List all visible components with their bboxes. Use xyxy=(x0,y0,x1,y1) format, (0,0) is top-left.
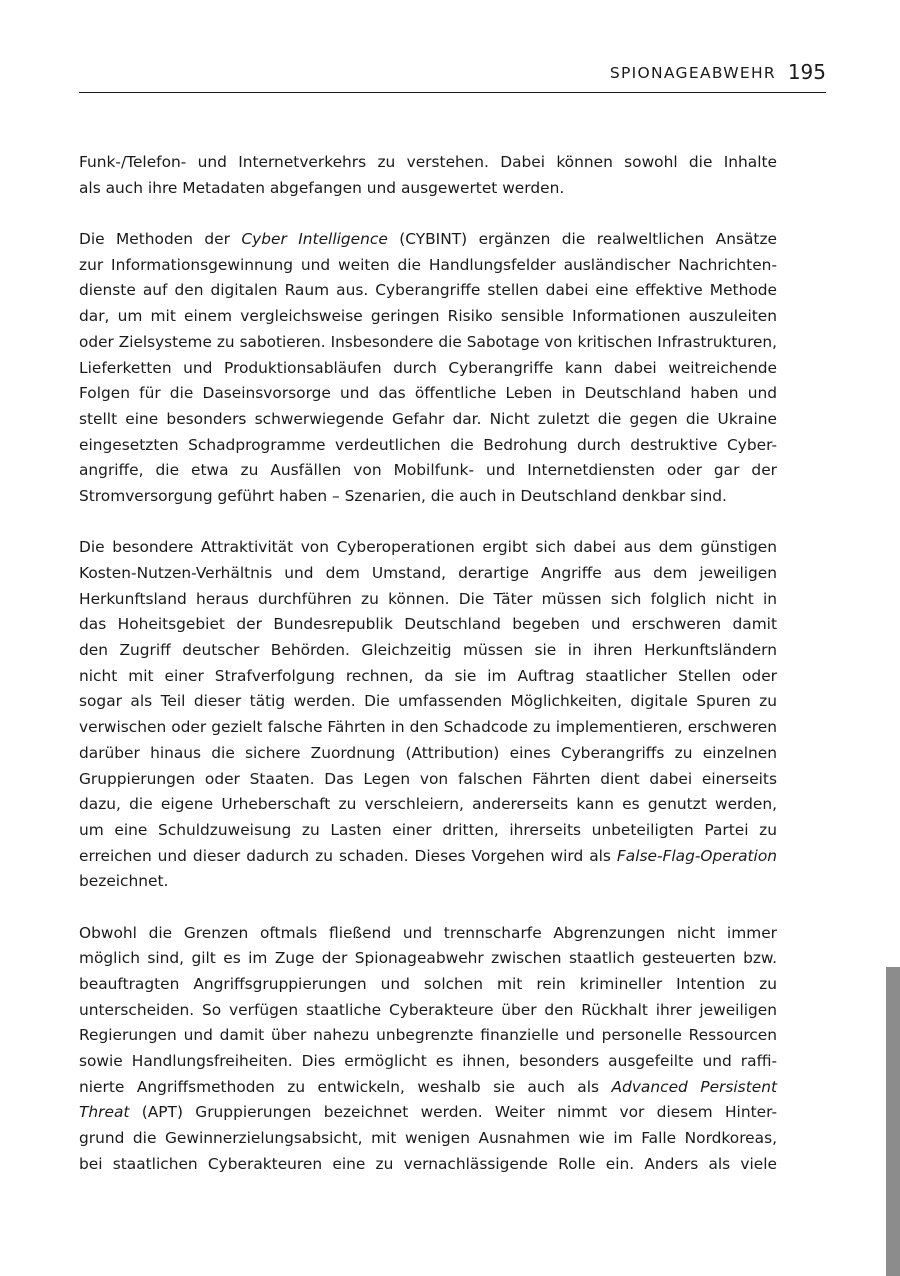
text-line xyxy=(79,227,777,253)
body-text xyxy=(79,150,777,1178)
text-line: bei staatlichen Cyberakteuren eine zu vernachlässigende Rolle ein. Anders als viele xyxy=(79,1154,777,1173)
text-segment: (APT) Gruppierungen bezeichnet werden. Weiter nimmt vor diesem Hinter- xyxy=(129,1103,777,1122)
text-line: dar, um mit einem vergleichsweise geringen Risiko sensible Informationen auszuleiten xyxy=(79,307,777,326)
text-line xyxy=(79,1075,777,1101)
text-line: Stromversorgung geführt haben – Szenarien, die auch in Deutschland denkbar sind. xyxy=(79,486,727,505)
text-line: als auch ihre Metadaten abgefangen und ausgewertet werden. xyxy=(79,178,565,197)
text-line: um eine Schuldzuweisung zu Lasten einer dritten, ihrerseits unbeteiligten Partei zu xyxy=(79,820,777,839)
text-line: sowie Handlungsfreiheiten. Dies ermöglicht es ihnen, besonders ausgefeilte und raffi- xyxy=(79,1052,777,1071)
text-line: sogar als Teil dieser tätig werden. Die umfassenden Möglichkeiten, digitale Spuren zu xyxy=(79,692,777,711)
text-line: nicht mit einer Strafverfolgung rechnen, da sie im Auftrag staatlicher Stellen oder xyxy=(79,666,777,685)
running-header xyxy=(79,58,826,93)
text-line: das Hoheitsgebiet der Bundesrepublik Deutschland begeben und erschweren damit xyxy=(79,615,777,634)
text-segment: Die Methoden der xyxy=(79,230,242,249)
text-line: möglich sind, gilt es im Zuge der Spionageabwehr zwischen staatlich gesteuerten bzw. xyxy=(79,949,777,968)
text-segment: nierte Angriffsmethoden zu entwickeln, weshalb sie auch als xyxy=(79,1077,612,1096)
text-line: Herkunftsland heraus durchführen zu können. Die Täter müssen sich folglich nicht in xyxy=(79,589,777,608)
text-line: oder Zielsysteme zu sabotieren. Insbesondere die Sabotage von kritischen Infrastrukturen, xyxy=(79,332,777,351)
text-line: Obwohl die Grenzen oftmals fließend und trennscharfe Abgrenzungen nicht immer xyxy=(79,923,777,942)
italic-term: Cyber Intelligence xyxy=(241,230,388,249)
italic-term: Threat xyxy=(79,1103,130,1122)
text-line: den Zugriff deutscher Behörden. Gleichzeitig müssen sie in ihren Herkunftsländern xyxy=(79,641,777,660)
text-line: bezeichnet. xyxy=(79,872,169,891)
text-line: dienste auf den digitalen Raum aus. Cyberangriffe stellen dabei eine effektive Methode xyxy=(79,281,777,300)
text-line: Die besondere Attraktivität von Cyberoperationen ergibt sich dabei aus dem günstigen xyxy=(79,538,777,557)
thumb-index-tab xyxy=(886,967,900,1276)
paragraph-4 xyxy=(79,921,777,1178)
text-line: eingesetzten Schadprogramme verdeutlichen die Bedrohung durch destruktive Cyber- xyxy=(79,435,777,454)
text-line: beauftragten Angriffsgruppierungen und solchen mit rein krimineller Intention zu xyxy=(79,975,777,993)
text-line: zur Informationsgewinnung und weiten die Handlungsfelder ausländischer Nachrichten- xyxy=(79,255,777,274)
text-segment: erreichen und dieser dadurch zu schaden. Dieses Vorgehen wird als xyxy=(79,846,617,865)
text-line: Folgen für die Daseinsvorsorge und das öffentliche Leben in Deutschland haben und xyxy=(79,384,777,403)
paragraph-1 xyxy=(79,150,777,201)
text-segment: (CYBINT) ergänzen die realweltlichen Ansätze xyxy=(387,230,777,249)
text-line: darüber hinaus die sichere Zuordnung (Attribution) eines Cyberangriffs zu einzelnen xyxy=(79,743,777,762)
text-line: Gruppierungen oder Staaten. Das Legen von falschen Fährten dient dabei einerseits xyxy=(79,769,777,788)
text-line: dazu, die eigene Urheberschaft zu verschleiern, andererseits kann es genutzt werden, xyxy=(79,795,777,814)
italic-term: Advanced Persistent xyxy=(611,1077,777,1096)
text-line xyxy=(79,844,777,870)
text-line: Regierungen und damit über nahezu unbegrenzte finanzielle und personelle Ressourcen xyxy=(79,1026,777,1045)
text-line: Funk-/Telefon- und Internetverkehrs zu verstehen. Dabei können sowohl die Inhalte xyxy=(79,153,777,171)
text-line: stellt eine besonders schwerwiegende Gefahr dar. Nicht zuletzt die gegen die Ukraine xyxy=(79,409,777,428)
section-title: SPIONAGEABWEHR xyxy=(609,64,776,82)
italic-term: False-Flag-Operation xyxy=(616,846,777,865)
page-number: 195 xyxy=(787,60,826,84)
text-line xyxy=(79,1100,777,1126)
text-line: Kosten-Nutzen-Verhältnis und dem Umstand, derartige Angriffe aus dem jeweiligen xyxy=(79,564,777,582)
text-line: Lieferketten und Produktionsabläufen durch Cyberangriffe kann dabei weitreichende xyxy=(79,358,777,377)
paragraph-2 xyxy=(79,227,777,510)
text-line: angriffe, die etwa zu Ausfällen von Mobilfunk- und Internetdiensten oder gar der xyxy=(79,461,777,480)
text-line: verwischen oder gezielt falsche Fährten in den Schadcode zu implementieren, erschweren xyxy=(79,718,777,737)
paragraph-3 xyxy=(79,535,777,895)
text-line: unterscheiden. So verfügen staatliche Cyberakteure über den Rückhalt ihrer jeweiligen xyxy=(79,1000,777,1019)
text-line: grund die Gewinnerzielungsabsicht, mit wenigen Ausnahmen wie im Falle Nordkoreas, xyxy=(79,1129,777,1148)
